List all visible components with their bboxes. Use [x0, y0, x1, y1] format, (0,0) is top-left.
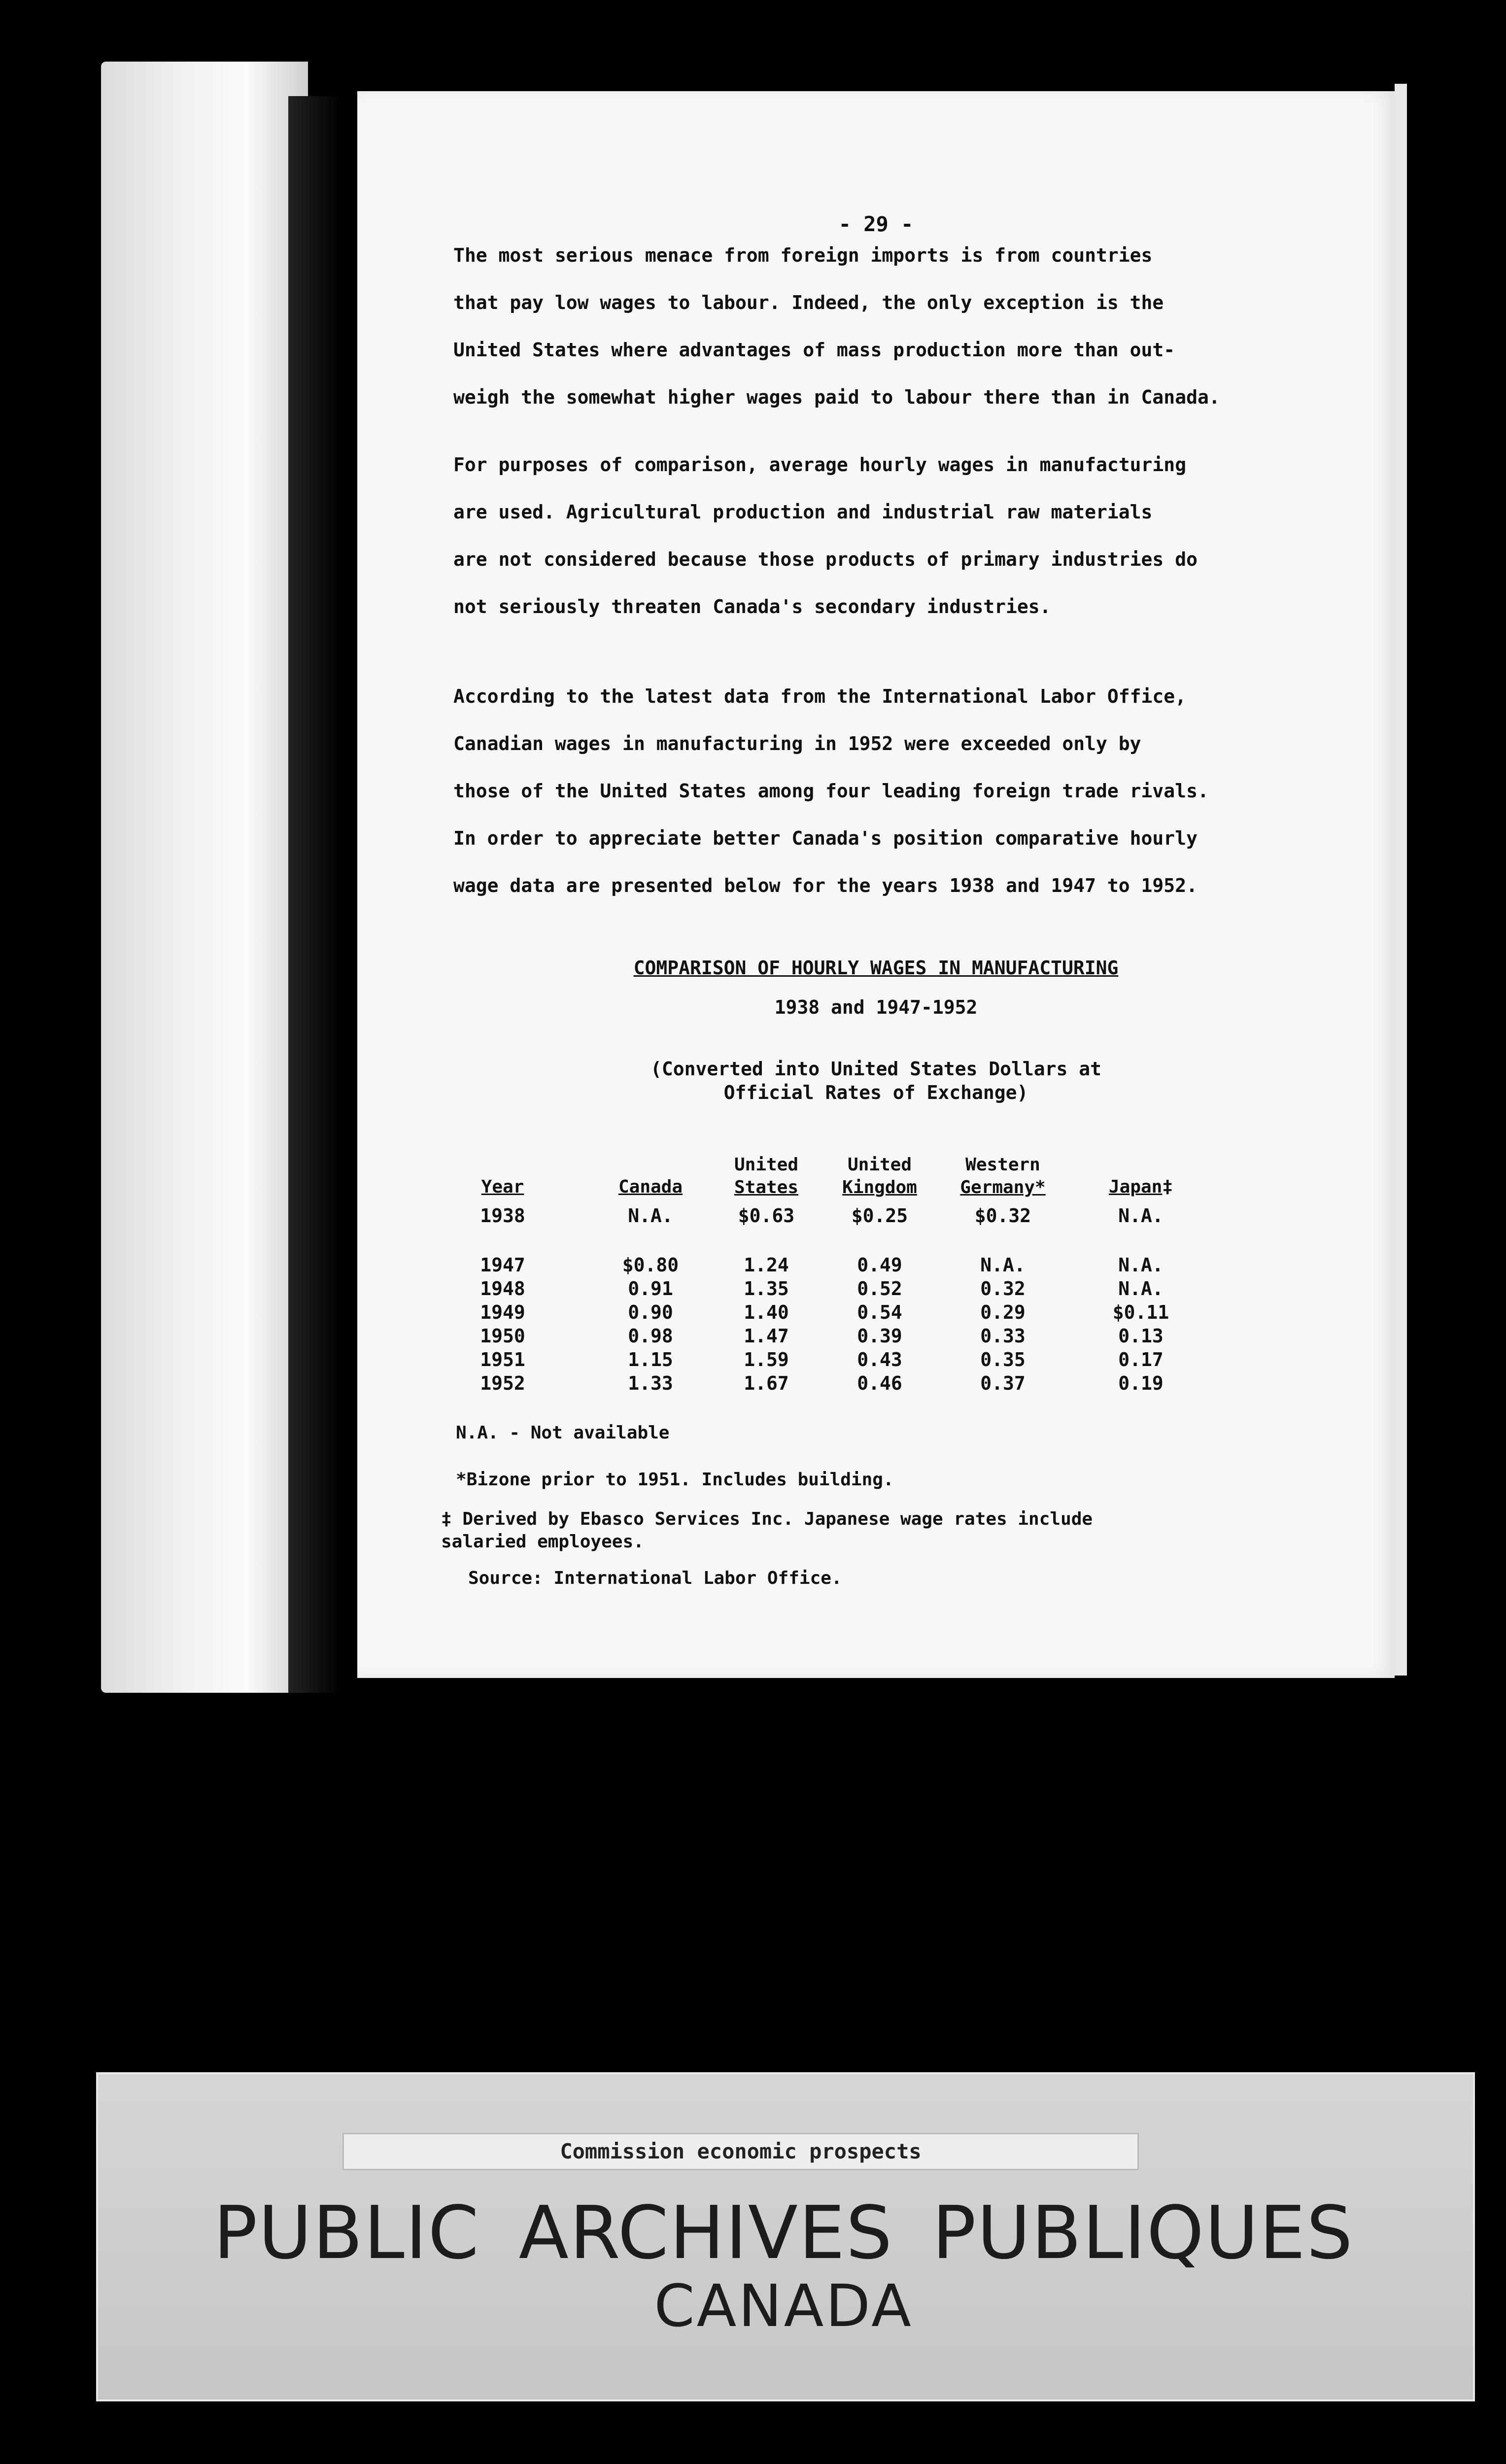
- cell-uk: 0.52: [857, 1278, 902, 1300]
- footnote-ebasco: ‡ Derived by Ebasco Services Inc. Japanese wage rates include salaried employees.: [441, 1509, 1093, 1552]
- cell-year: 1949: [480, 1301, 525, 1323]
- cell-japan: N.A.: [1118, 1254, 1164, 1276]
- cell-year: 1950: [480, 1325, 525, 1347]
- cell-germany: 0.35: [980, 1349, 1026, 1370]
- cell-japan: N.A.: [1118, 1278, 1164, 1300]
- footnote-source: Source: International Labor Office.: [468, 1568, 842, 1588]
- cell-us: 1.40: [744, 1301, 789, 1323]
- japan-footnote-mark: ‡: [1162, 1177, 1173, 1197]
- document-page: [357, 91, 1395, 1678]
- table-row: [357, 1325, 1395, 1349]
- header-canada: Canada: [618, 1177, 683, 1197]
- cell-year: 1951: [480, 1349, 525, 1370]
- cell-germany: 0.29: [980, 1301, 1026, 1323]
- footnote-na: N.A. - Not available: [456, 1423, 670, 1443]
- cell-germany: $0.32: [974, 1205, 1031, 1227]
- cell-uk: 0.39: [857, 1325, 902, 1347]
- cell-us: 1.59: [744, 1349, 789, 1370]
- cell-japan: N.A.: [1118, 1205, 1164, 1227]
- cell-uk: 0.43: [857, 1349, 902, 1370]
- header-united-states: United States: [734, 1155, 799, 1198]
- cell-year: 1948: [480, 1278, 525, 1300]
- paragraph-3: According to the latest data from the International Labor Office, Canadian wages in manufacturing in 1952 were exceeded only by those of the United States among four leading foreign trade rivals. In order to appreciate better Canada's position comparative hourly wage data are presented below for the years 1938 and 1947 to 1952.: [453, 685, 1209, 896]
- previous-page-edge: [101, 62, 308, 1693]
- cell-canada: 0.98: [628, 1325, 673, 1347]
- cell-us: $0.63: [738, 1205, 795, 1227]
- cell-uk: 0.46: [857, 1372, 902, 1394]
- cell-uk: $0.25: [851, 1205, 908, 1227]
- cell-canada: 1.15: [628, 1349, 673, 1370]
- cell-germany: 0.32: [980, 1278, 1026, 1300]
- page-gutter-shadow: [288, 96, 342, 1693]
- page-right-edge: [1395, 84, 1407, 1676]
- cell-germany: 0.33: [980, 1325, 1026, 1347]
- cell-japan: $0.11: [1112, 1301, 1169, 1323]
- cell-canada: 0.90: [628, 1301, 673, 1323]
- header-united-kingdom: United Kingdom: [842, 1155, 917, 1198]
- table-row: [357, 1254, 1395, 1278]
- cell-germany: N.A.: [980, 1254, 1026, 1276]
- cell-canada: 1.33: [628, 1372, 673, 1394]
- cell-us: 1.35: [744, 1278, 789, 1300]
- table-row: [357, 1372, 1395, 1396]
- cell-year: 1947: [480, 1254, 525, 1276]
- archive-label-strip: [342, 2133, 1139, 2170]
- header-japan: Japan‡: [1108, 1177, 1173, 1197]
- cell-japan: 0.17: [1118, 1349, 1164, 1370]
- cell-canada: N.A.: [628, 1205, 673, 1227]
- cell-us: 1.67: [744, 1372, 789, 1394]
- cell-japan: 0.13: [1118, 1325, 1164, 1347]
- cell-canada: 0.91: [628, 1278, 673, 1300]
- page-number: - 29 -: [838, 212, 914, 236]
- table-row: [357, 1278, 1395, 1301]
- table-title: COMPARISON OF HOURLY WAGES IN MANUFACTURING: [633, 957, 1119, 979]
- collection-title: Commission economic prospects: [560, 2139, 922, 2163]
- table-row: [357, 1205, 1395, 1229]
- cell-uk: 0.54: [857, 1301, 902, 1323]
- cell-uk: 0.49: [857, 1254, 902, 1276]
- cell-germany: 0.37: [980, 1372, 1026, 1394]
- cell-japan: 0.19: [1118, 1372, 1164, 1394]
- table-subtitle: 1938 and 1947-1952: [774, 996, 978, 1018]
- footnote-bizone: *Bizone prior to 1951. Includes building.: [456, 1470, 894, 1490]
- table-row: [357, 1301, 1395, 1325]
- cell-year: 1952: [480, 1372, 525, 1394]
- paragraph-1: The most serious menace from foreign imports is from countries that pay low wages to labour. Indeed, the only exception is the United States where advantages of mass production more than out- weigh the somewhat higher wages paid to labour there than in Canada.: [453, 244, 1220, 408]
- cell-us: 1.47: [744, 1325, 789, 1347]
- table-conversion-note: (Converted into United States Dollars at Official Rates of Exchange): [650, 1058, 1102, 1103]
- paragraph-2: For purposes of comparison, average hourly wages in manufacturing are used. Agricultural production and industrial raw materials are not considered because those products of primary industries do not seriously threaten Canada's secondary industries.: [453, 454, 1198, 617]
- archives-subtitle: CANADA: [654, 2272, 913, 2340]
- cell-canada: $0.80: [622, 1254, 679, 1276]
- cell-us: 1.24: [744, 1254, 789, 1276]
- header-year: Year: [481, 1177, 524, 1197]
- cell-year: 1938: [480, 1205, 525, 1227]
- header-western-germany: Western Germany*: [960, 1155, 1046, 1198]
- archives-title: PUBLIC ARCHIVES PUBLIQUES: [213, 2190, 1354, 2275]
- table-row: [357, 1349, 1395, 1372]
